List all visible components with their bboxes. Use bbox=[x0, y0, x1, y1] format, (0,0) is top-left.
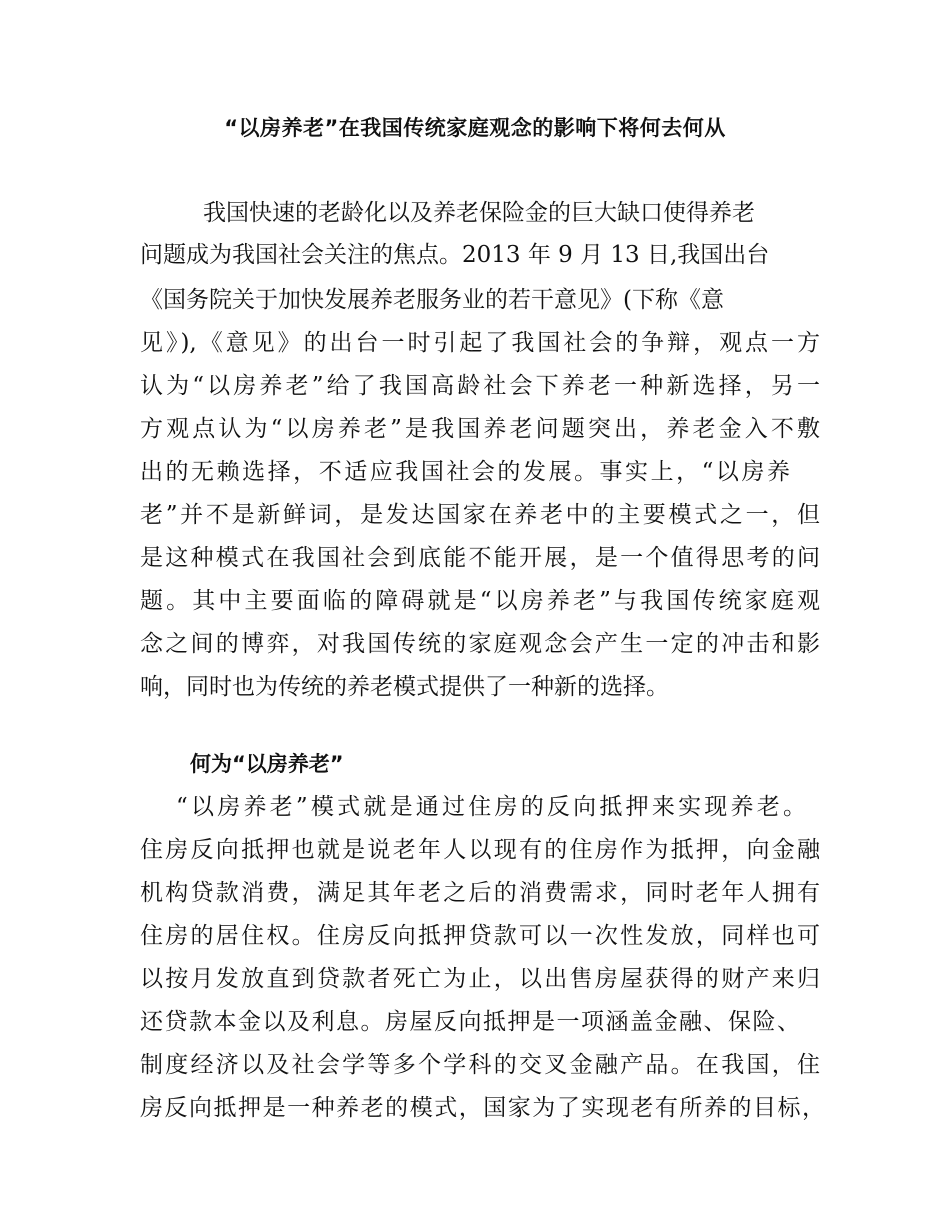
paragraph-line: 念之间的博弈，对我国传统的家庭观念会产生一定的冲击和影 bbox=[140, 631, 820, 657]
paragraph-line: 见》),《意见》的出台一时引起了我国社会的争辩，观点一方 bbox=[140, 330, 820, 356]
paragraph-line: 问题成为我国社会关注的焦点。2013 年 9 月 13 日,我国出台 bbox=[140, 242, 770, 268]
paragraph-line: 认为“以房养老”给了我国高龄社会下养老一种新选择，另一 bbox=[140, 373, 820, 399]
paragraph-line: 方观点认为“以房养老”是我国养老问题突出，养老金入不敷 bbox=[140, 416, 820, 442]
document-title: “以房养老”在我国传统家庭观念的影响下将何去何从 bbox=[224, 116, 726, 140]
paragraph-line: 是这种模式在我国社会到底能不能开展，是一个值得思考的问 bbox=[140, 545, 820, 571]
paragraph-line: 以按月发放直到贷款者死亡为止，以出售房屋获得的财产来归 bbox=[140, 966, 820, 992]
paragraph-line: 响，同时也为传统的养老模式提供了一种新的选择。 bbox=[140, 674, 669, 700]
paragraph-line: 题。其中主要面临的障碍就是“以房养老”与我国传统家庭观 bbox=[140, 588, 820, 614]
paragraph-line: 住房反向抵押也就是说老年人以现有的住房作为抵押，向金融 bbox=[140, 837, 820, 863]
paragraph-line: 制度经济以及社会学等多个学科的交叉金融产品。在我国，住 bbox=[140, 1052, 820, 1078]
paragraph-line: 住房的居住权。住房反向抵押贷款可以一次性发放，同样也可 bbox=[140, 923, 820, 949]
paragraph-line: 《国务院关于加快发展养老服务业的若干意见》(下称《意 bbox=[140, 287, 724, 313]
paragraph-line: 老”并不是新鲜词，是发达国家在养老中的主要模式之一，但 bbox=[140, 502, 820, 528]
section-heading: 何为“以房养老” bbox=[190, 752, 344, 776]
paragraph-line: 房反向抵押是一种养老的模式，国家为了实现老有所养的目标， bbox=[140, 1095, 825, 1121]
paragraph-line: 我国快速的老龄化以及养老保险金的巨大缺口使得养老 bbox=[203, 200, 755, 226]
paragraph-line: 机构贷款消费，满足其年老之后的消费需求，同时老年人拥有 bbox=[140, 880, 820, 906]
paragraph-line: 出的无赖选择，不适应我国社会的发展。事实上，“以房养 bbox=[140, 459, 790, 485]
paragraph-line: 还贷款本金以及利息。房屋反向抵押是一项涵盖金融、保险、 bbox=[140, 1009, 800, 1035]
paragraph-line: “以房养老”模式就是通过住房的反向抵押来实现养老。 bbox=[176, 794, 806, 820]
